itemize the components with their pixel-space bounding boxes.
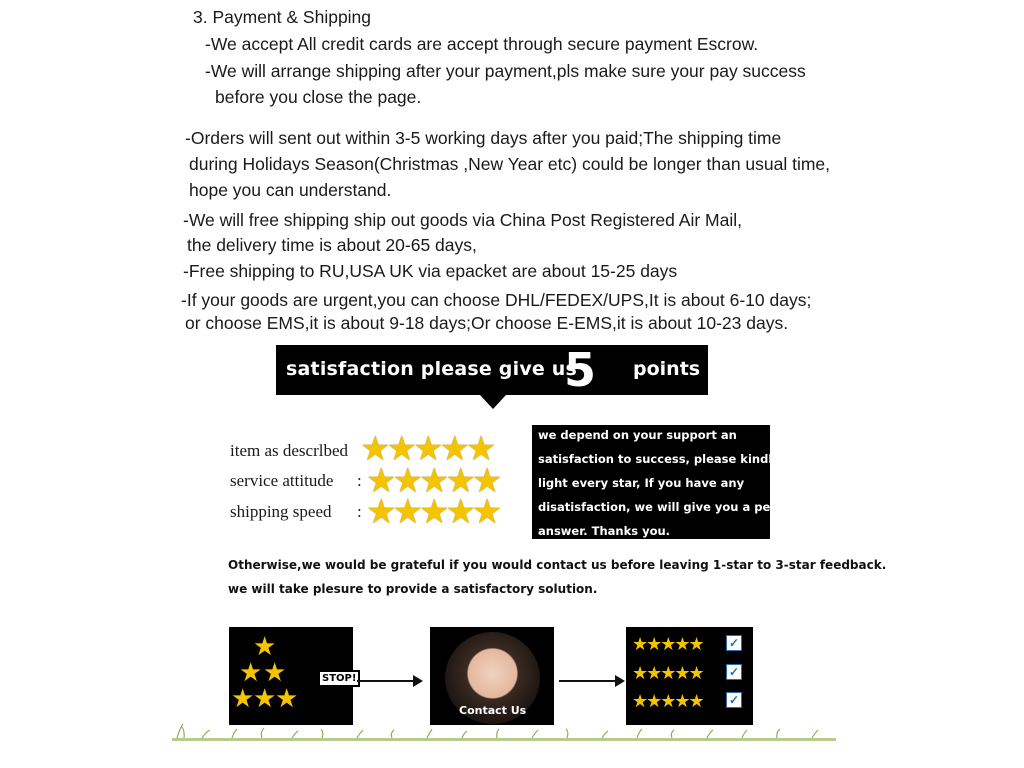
checkbox-icon: ✓ bbox=[726, 635, 742, 651]
arrow-right-icon bbox=[413, 675, 423, 687]
arrow-right-icon bbox=[615, 675, 625, 687]
rating-label-service: service attitude bbox=[230, 471, 334, 490]
arrow-2-shaft bbox=[559, 680, 617, 682]
line-urgent: -If your goods are urgent,you can choose DHL/FEDEX/UPS,It is about 6-10 days; bbox=[181, 290, 812, 310]
note-line-2: satisfaction to success, please kindly bbox=[538, 452, 780, 466]
rating-stars-shipping: ★★★★★ bbox=[366, 493, 499, 531]
contact-us-label: Contact Us bbox=[459, 704, 527, 717]
five-stars-row: ★★★★★ bbox=[632, 634, 703, 654]
line-holidays: during Holidays Season(Christmas ,New Year etc) could be longer than usual time, bbox=[189, 154, 831, 174]
feedback-line-2: we will take plesure to provide a satisfactory solution. bbox=[228, 582, 598, 596]
support-note-box bbox=[532, 425, 802, 539]
line-free-shipping: -We will free shipping ship out goods via China Post Registered Air Mail, bbox=[183, 210, 742, 230]
checkbox-icon: ✓ bbox=[726, 664, 742, 680]
star-icon: ★ bbox=[253, 631, 277, 661]
star-icon: ★ bbox=[275, 683, 299, 713]
grass-border-decoration bbox=[172, 722, 836, 744]
banner-text: satisfaction please give us bbox=[286, 358, 578, 380]
star-icon: ★ bbox=[253, 683, 277, 713]
line-delivery-time: the delivery time is about 20-65 days, bbox=[187, 235, 477, 255]
line-understand: hope you can understand. bbox=[189, 180, 392, 200]
line-arrange-shipping: -We will arrange shipping after your payment,pls make sure your pay success bbox=[205, 61, 806, 81]
line-close-page: before you close the page. bbox=[215, 87, 422, 107]
rating-colon-service: : bbox=[357, 471, 362, 490]
five-stars-row: ★★★★★ bbox=[632, 691, 703, 711]
note-line-1: we depend on your support an bbox=[538, 428, 737, 442]
feedback-line-1: Otherwise,we would be grateful if you would contact us before leaving 1-star to 3-star feedback. bbox=[228, 558, 887, 572]
rating-colon-shipping: : bbox=[357, 502, 362, 521]
arrow-1-shaft bbox=[357, 680, 415, 682]
rating-stars-service: ★★★★★ bbox=[366, 462, 499, 500]
line-epacket: -Free shipping to RU,USA UK via epacket are about 15-25 days bbox=[183, 261, 678, 281]
line-payment-escrow: -We accept All credit cards are accept through secure payment Escrow. bbox=[205, 34, 759, 54]
note-line-3: light every star, If you have any bbox=[538, 476, 745, 490]
star-icon: ★ bbox=[239, 657, 263, 687]
five-stars-panel bbox=[626, 627, 753, 725]
note-line-5: answer. Thanks you. bbox=[538, 524, 671, 538]
checkbox-icon: ✓ bbox=[726, 692, 742, 708]
star-icon: ★ bbox=[263, 657, 287, 687]
rating-label-shipping: shipping speed bbox=[230, 502, 332, 521]
satisfaction-banner bbox=[276, 345, 708, 395]
stop-sign: STOP! bbox=[318, 670, 360, 687]
heading-payment-shipping: 3. Payment & Shipping bbox=[193, 7, 372, 27]
rating-label-item: item as descrlbed bbox=[230, 441, 349, 460]
banner-suffix: points bbox=[633, 358, 701, 380]
banner-number: 5 bbox=[564, 343, 597, 397]
star-icon: ★ bbox=[231, 683, 255, 713]
line-ems: or choose EMS,it is about 9-18 days;Or choose E-EMS,it is about 10-23 days. bbox=[185, 313, 789, 333]
banner-pointer bbox=[480, 395, 506, 409]
five-stars-row: ★★★★★ bbox=[632, 663, 703, 683]
rating-stars-item: ★★★★★ bbox=[360, 430, 493, 468]
note-line-4: disatisfaction, we will give you a perfect bbox=[538, 500, 802, 514]
line-orders-sent: -Orders will sent out within 3-5 working days after you paid;The shipping time bbox=[185, 128, 782, 148]
